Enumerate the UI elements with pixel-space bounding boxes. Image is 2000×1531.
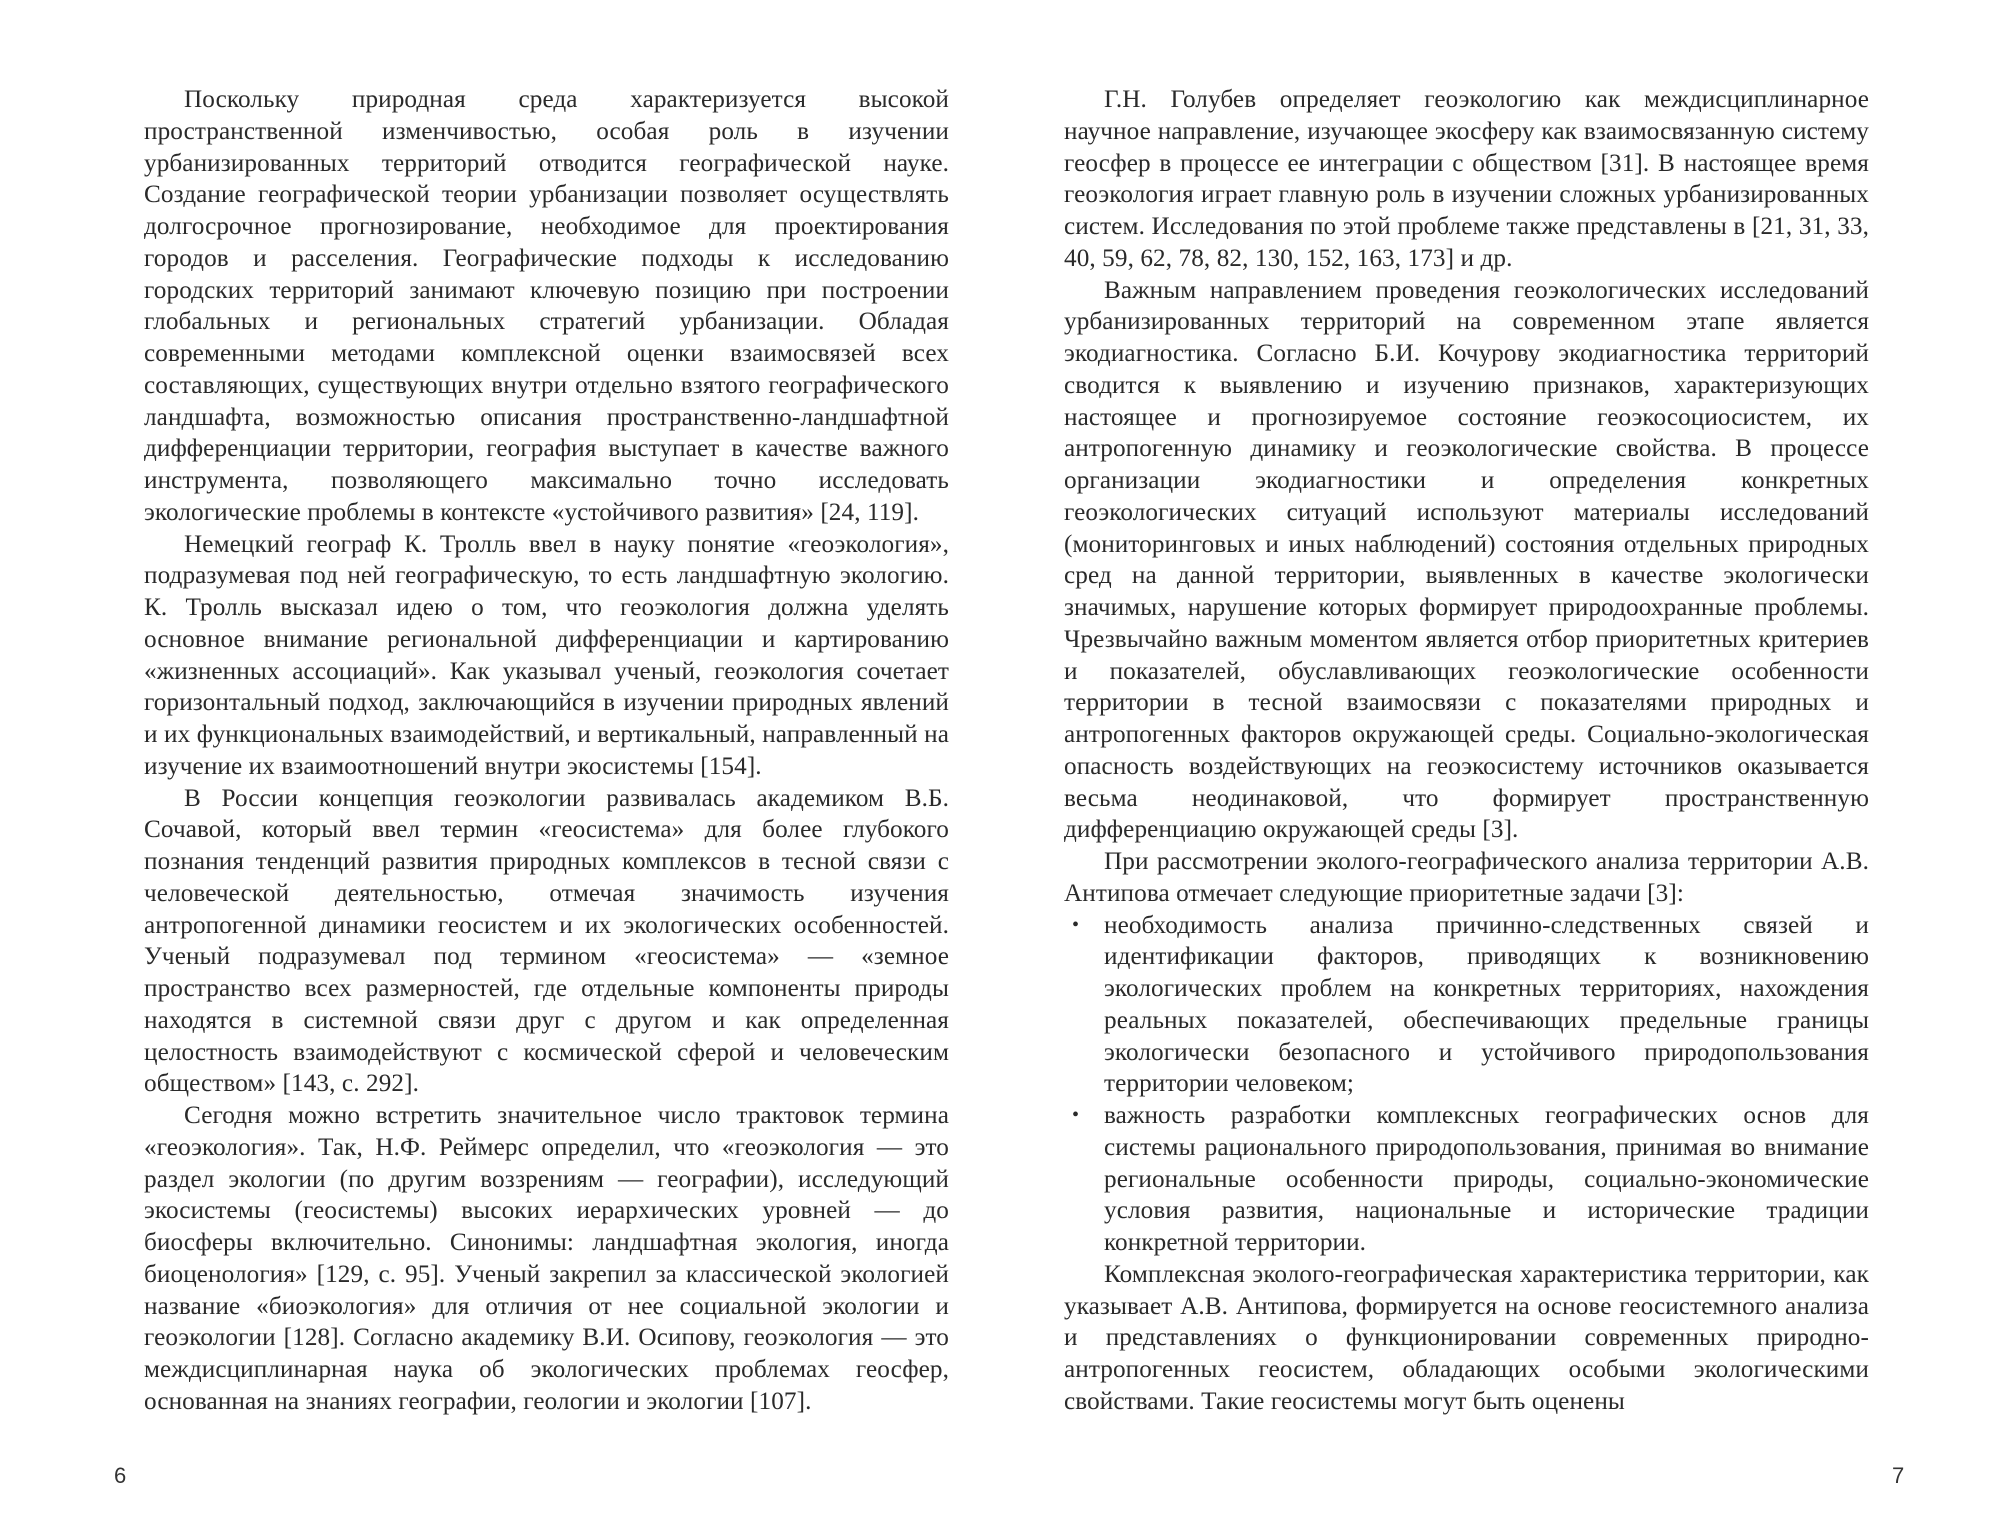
left-page-text bbox=[144, 84, 949, 1418]
list-item-text: необходимость анализа причинно-следственных связей и идентификации факторов, приводящих к возникновению экологических проблем на конкретных территориях, нахождения реальных показателей, обеспечивающих предельные границы экологически безопасного и устойчивого природопользования территории человеком; bbox=[1104, 911, 1869, 1098]
paragraph: Важным направлением проведения геоэкологических исследований урбанизированных территорий на современном этапе является экодиагностика. Согласно Б.И. Кочурову экодиагностика территорий сводится к выявлению и изучению признаков, характеризующих настоящее и прогнозируемое состояние геоэкосоциосистем, их антропогенную динамику и геоэкологические свойства. В процессе организации экодиагностики и определения конкретных геоэкологических ситуаций используют материалы исследований (мониторинговых и иных наблюдений) состояния отдельных природных сред на данной территории, выявленных в качестве экологически значимых, нарушение которых формирует природоохранные проблемы. Чрезвычайно важным моментом является отбор приоритетных критериев и показателей, обуславливающих геоэкологические особенности территории в тесной взаимосвязи с показателями природных и антропогенных факторов окружающей среды. Социально-экологическая опасность воздействующих на геоэкосистему источников оказывается весьма неодинаковой, что формирует пространственную дифференциацию окружающей среды [3]. bbox=[1064, 276, 1869, 844]
paragraph: Немецкий географ К. Тролль ввел в науку понятие «геоэкология», подразумевая под ней географическую, то есть ландшафтную экологию. К. Тролль высказал идею о том, что геоэкология должна уделять основное внимание региональной дифференциации и картированию «жизненных ассоциаций». Как указывал ученый, геоэкология сочетает горизонтальный подход, заключающийся в изучении природных явлений и их функциональных взаимодействий, и вертикальный, направленный на изучение их взаимоотношений внутри экосистемы [154]. bbox=[144, 530, 949, 780]
right-page bbox=[1000, 0, 2000, 1531]
bullet-icon: • bbox=[1072, 913, 1080, 936]
paragraph: Комплексная эколого-географическая характеристика территории, как указывает А.В. Антипова, формируется на основе геосистемного анализа и представлениях о функционировании современных природно-антропогенных геосистем, обладающих особыми экологическими свойствами. Такие геосистемы могут быть оценены bbox=[1064, 1260, 1869, 1415]
list-item-text: важность разработки комплексных географических основ для системы рационального природопользования, принимая во внимание региональные особенности природы, социально-экономические условия развития, национальные и исторические традиции конкретной территории. bbox=[1104, 1102, 1869, 1256]
right-page-text bbox=[1064, 84, 1869, 1418]
page-number-right: 7 bbox=[1892, 1463, 1905, 1488]
page-number-left: 6 bbox=[114, 1463, 127, 1488]
paragraph: Сегодня можно встретить значительное число трактовок термина «геоэкология». Так, Н.Ф. Реймерс определил, что «геоэкология — это раздел экологии (по другим воззрениям — географии), исследующий экосистемы (геосистемы) высоких иерархических уровней — до биосферы включительно. Синонимы: ландшафтная экология, иногда биоценология» [129, с. 95]. Ученый закрепил за классической экологией название «биоэкология» для отличия от нее социальной экологии и геоэкологии [128]. Согласно академику В.И. Осипову, геоэкология — это междисциплинарная наука об экологических проблемах геосфер, основанная на знаниях географии, геологии и экологии [107]. bbox=[144, 1102, 949, 1415]
bullet-icon: • bbox=[1072, 1104, 1080, 1126]
list-item bbox=[1064, 1100, 1869, 1259]
paragraph: В России концепция геоэкологии развивалась академиком В.Б. Сочавой, который ввел термин «геосистема» для более глубокого познания тенденций развития природных комплексов в тесной связи с человеческой деятельностью, отмечая значимость изучения антропогенной динамики геосистем и их экологических особенностей. Ученый подразумевал под термином «геосистема» — «земное пространство всех размерностей, где отдельные компоненты природы находятся в системной связи друг с другом и как определенная целостность взаимодействуют с космической сферой и человеческим обществом» [143, с. 292]. bbox=[144, 784, 949, 1098]
list-item bbox=[1064, 910, 1869, 1101]
paragraph: При рассмотрении эколого-географического анализа территории А.В. Антипова отмечает следующие приоритетные задачи [3]: bbox=[1064, 848, 1869, 907]
paragraph: Поскольку природная среда характеризуется высокой пространственной изменчивостью, особая роль в изучении урбанизированных территорий отводится географической науке. Создание географической теории урбанизации позволяет осуществлять долгосрочное прогнозирование, необходимое для проектирования городов и расселения. Географические подходы к исследованию городских территорий занимают ключевую позицию при построении глобальных и региональных стратегий урбанизации. Обладая современными методами комплексной оценки взаимосвязей всех составляющих, существующих внутри отдельно взятого географического ландшафта, возможностью описания пространственно-ландшафтной дифференциации территории, география выступает в качестве важного инструмента, позволяющего максимально точно исследовать экологические проблемы в контексте «устойчивого развития» [24, 119]. bbox=[144, 86, 949, 526]
task-list bbox=[1064, 910, 1869, 1259]
paragraph: Г.Н. Голубев определяет геоэкологию как междисциплинарное научное направление, изучающее экосферу как взаимосвязанную систему геосфер в процессе ее интеграции с обществом [31]. В настоящее время геоэкология играет главную роль в изучении сложных урбанизированных систем. Исследования по этой проблеме также представлены в [21, 31, 33, 40, 59, 62, 78, 82, 130, 152, 163, 173] и др. bbox=[1064, 86, 1869, 272]
